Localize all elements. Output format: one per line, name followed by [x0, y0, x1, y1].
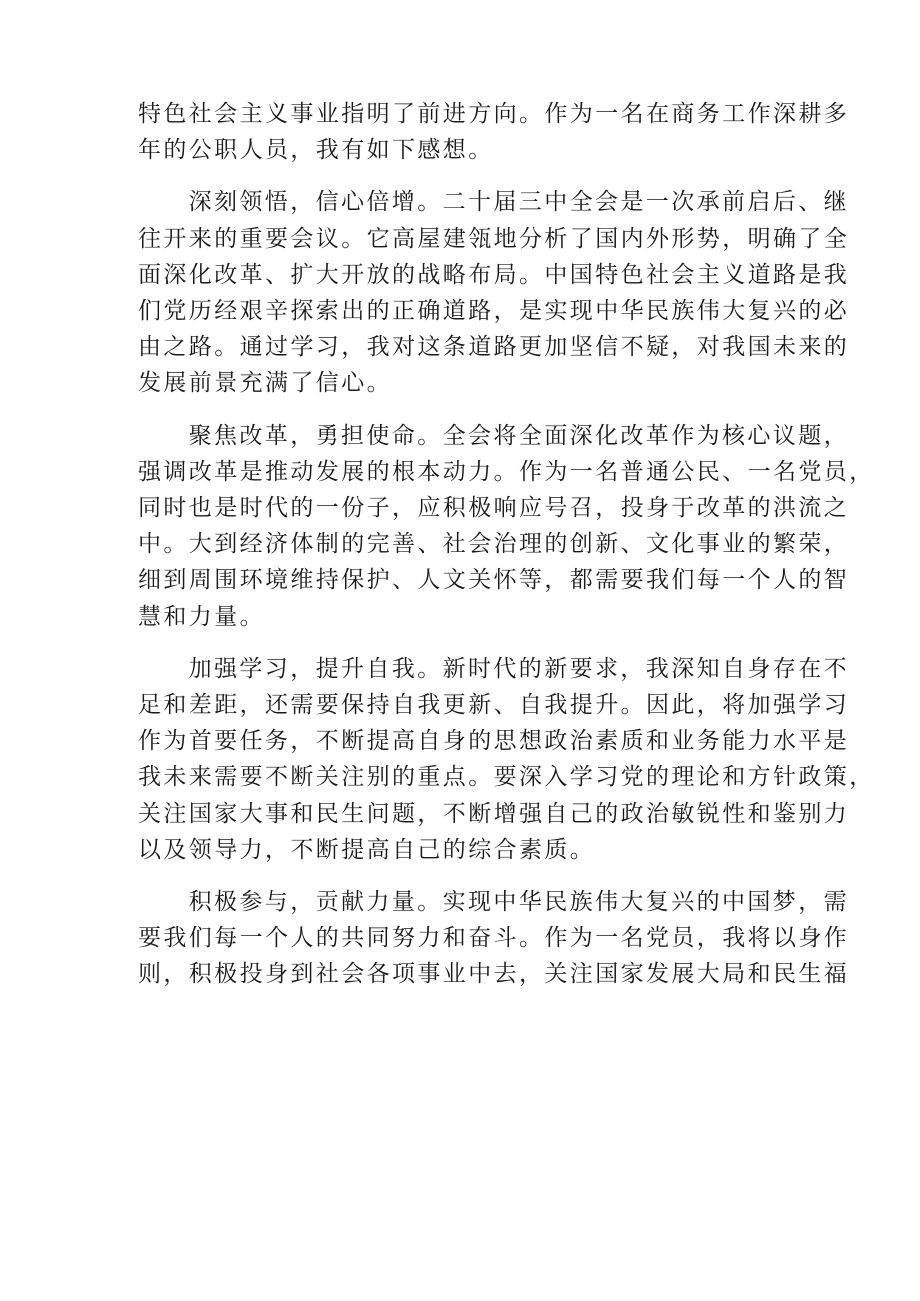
paragraph-1 — [138, 96, 850, 168]
text-line: 们党历经艰辛探索出的正确道路，是实现中华民族伟大复兴的必 — [138, 298, 850, 325]
paragraph-5 — [138, 884, 850, 993]
text-line: 积极参与，贡献力量。实现中华民族伟大复兴的中国梦，需 — [188, 889, 849, 916]
text-line: 要我们每一个人的共同努力和奋斗。作为一名党员，我将以身作 — [138, 925, 850, 952]
text-line: 作为首要任务，不断提高自身的思想政治素质和业务能力水平是 — [138, 728, 850, 755]
text-line: 年的公职人员，我有如下感想。 — [138, 137, 494, 164]
text-line: 慧和力量。 — [138, 603, 265, 630]
text-line: 细到周围环境维持保护、人文关怀等，都需要我们每一个人的智 — [138, 567, 850, 594]
text-line: 深刻领悟，信心倍增。二十届三中全会是一次承前启后、继 — [188, 189, 849, 216]
document-body — [138, 96, 875, 1009]
paragraph-2 — [138, 184, 850, 401]
text-line: 聚焦改革，勇担使命。全会将全面深化改革作为核心议题， — [188, 422, 849, 449]
paragraph-4 — [138, 651, 875, 868]
text-line: 发展前景充满了信心。 — [138, 370, 392, 397]
text-line: 以及领导力，不断提高自己的综合素质。 — [138, 836, 596, 863]
text-line: 足和差距，还需要保持自我更新、自我提升。因此，将加强学习 — [138, 692, 850, 719]
text-line: 加强学习，提升自我。新时代的新要求，我深知自身存在不 — [188, 655, 849, 682]
paragraph-3 — [138, 418, 875, 635]
text-line: 特色社会主义事业指明了前进方向。作为一名在商务工作深耕多 — [138, 101, 850, 127]
text-line: 往开来的重要会议。它高屋建瓴地分析了国内外形势，明确了全 — [138, 225, 850, 252]
text-line: 关注国家大事和民生问题，不断增强自己的政治敏锐性和鉴别力 — [138, 800, 850, 827]
text-line: 中。大到经济体制的完善、社会治理的创新、文化事业的繁荣， — [138, 531, 850, 558]
text-line: 强调改革是推动发展的根本动力。作为一名普通公民、一名党员， — [138, 458, 875, 485]
text-line: 我未来需要不断关注别的重点。要深入学习党的理论和方针政策， — [138, 764, 875, 791]
text-line: 由之路。通过学习，我对这条道路更加坚信不疑，对我国未来的 — [138, 334, 850, 361]
text-line: 同时也是时代的一份子，应积极响应号召，投身于改革的洪流之 — [138, 495, 850, 522]
text-line: 则，积极投身到社会各项事业中去，关注国家发展大局和民生福 — [138, 961, 850, 988]
text-line: 面深化改革、扩大开放的战略布局。中国特色社会主义道路是我 — [138, 261, 850, 288]
